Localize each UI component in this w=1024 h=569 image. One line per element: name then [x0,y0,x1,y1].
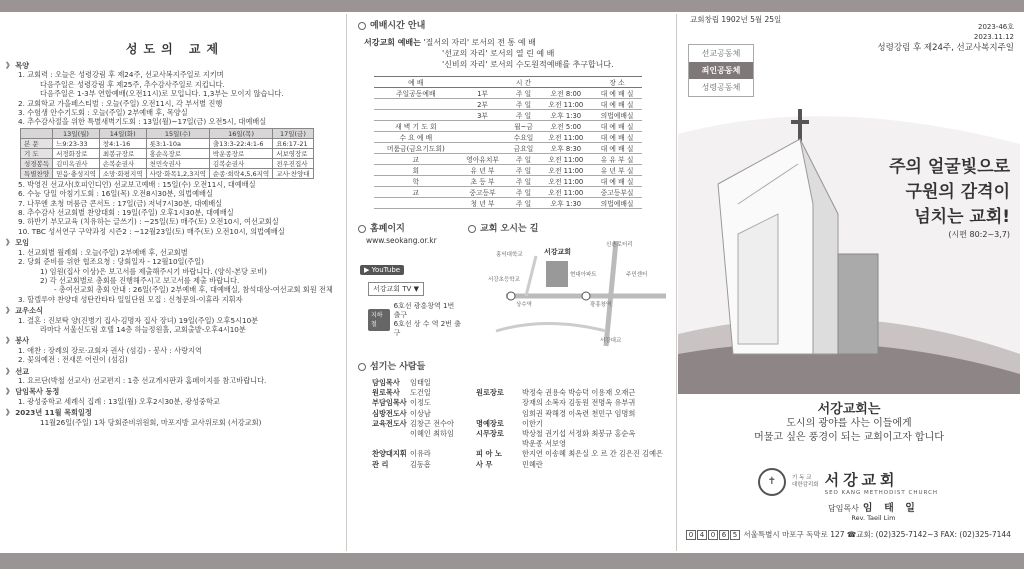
intro-text: '선교의 자리' 로서의 열 린 예 배 [442,49,555,58]
intro-text: '신비의 자리' 로서의 수도원적예배를 추구합니다. [442,60,614,69]
schedule-cell: 주 일 [507,88,539,99]
schedule-header-cell: 시 간 [507,77,539,88]
schedule-cell [458,132,508,143]
news-panel [6,14,344,551]
church-logo [758,468,938,496]
schedule-cell: 대 예 배 실 [592,132,642,143]
intro-bold: 서강교회 예배는 [364,38,421,47]
schedule-cell [458,143,508,154]
homepage-heading: 홈페이지 [358,221,462,234]
staff-name: 이정도 [410,398,431,408]
map-label: 홍익대학교 [496,252,523,258]
transit-line: 6호선 상 수 역 2번 출구 [393,320,461,337]
youtube-logo: ▶ YouTube [360,265,404,275]
pastor-name: 임 태 일 [862,503,919,514]
church-building-icon [546,261,568,287]
table-header-cell: 14일(화) [99,128,146,138]
news-section-group [6,61,344,127]
schedule-cell: 대 예 배 실 [592,176,642,187]
bottom-band [0,553,1024,569]
schedule-cell: 3부 [458,110,508,121]
schedule-row [374,143,642,154]
staff-list [372,378,674,470]
news-item: 3. 수험생 안수기도회 : 오늘(주일) 2부예배 후, 목양실 [18,108,188,118]
schedule-row [374,88,642,99]
staff-role: 피 아 노 [476,449,502,459]
schedule-cell: 수 요 예 배 [374,132,458,143]
schedule-cell [374,198,458,209]
staff-names: 박정숙 권용숙 박승덕 이용재 오재근 [522,388,636,398]
staff-role: 원로장로 [476,388,504,398]
church-vision [678,403,1020,445]
schedule-cell: 대 예 배 실 [592,99,642,110]
bullet-icon [468,225,476,233]
zip-digit: 0 [686,530,696,540]
schedule-cell: 수요일 [507,132,539,143]
church-name-english: SEO KANG METHODIST CHURCH [824,489,939,496]
methodist-emblem-icon: ✝ [758,468,786,496]
fold-divider-left [346,14,347,551]
news-item: 1. 선교회별 월례회 : 오늘(주일) 2부예배 후, 선교회별 [18,247,188,257]
schedule-cell: 오전 11:00 [540,165,593,176]
schedule-cell: 주 일 [507,110,539,121]
news-item: 8. 추수감사 선교회별 찬양대회 : 19일(주일) 오후1시30분, 대예배실 [18,208,234,218]
schedule-cell: 2부 [458,99,508,110]
news-item: 3. 할렐루야 찬양대 성탄칸타타 일일단원 모집 : 신청문의-이휴라 지휘자 [18,294,243,304]
table-header-cell [21,128,53,138]
news-item: 1. 교회력 : 오늘은 성령강림 후 제24주, 선교사복지주일로 지키며 [18,70,224,80]
news-item: - 총여선교회 총회 안내 : 26일(주일) 2부예배 후, 대예배실, 참석대상-여선교회 회원 전체 [54,285,333,295]
section-heading: 》 교우소식 [6,306,344,315]
staff-role: 시무장로 [476,429,504,439]
schedule-cell: 초 등 부 [458,176,508,187]
schedule-cell: 회 [374,165,458,176]
news-item: 7. 나무엔 초청 머룸금 콘서트 : 17일(금) 저녁7시30분, 대예배실 [18,198,223,208]
staff-name: 김동흠 [410,459,431,469]
news-item: 2. 당회 준비를 위한 협조요청 : 당회일자 - 12월10일(주일) [18,257,204,267]
motto [889,152,1010,240]
staff-row [372,378,674,388]
schedule-row [374,121,642,132]
staff-name: 이유라 [410,449,431,459]
schedule-row [374,110,642,121]
section-heading: 》 2023년 11월 목회일정 [6,408,344,417]
map-label: 상수역 [516,302,532,308]
table-cell: 창4:1-16 [99,138,146,148]
intro-line [364,37,674,48]
intro-text: '질서의 자리' 로서의 전 통 예 배 [420,38,536,47]
table-row [21,168,314,178]
table-cell: 서보영장로 [273,148,313,158]
schedule-cell: 영아유치부 [458,154,508,165]
table-cell: 기 도 [21,148,53,158]
news-item: 1) 임원(집사 이상)은 보고서를 제출해주시기 바랍니다. (양식-본당 로비) [40,266,267,276]
news-item: 1. 광성중학교 세례식 집례 : 13일(월) 오후2시30분, 광성중학교 [18,396,220,406]
staff-name: 김창근 전수아 [410,418,454,428]
table-cell: 롯3:1-10a [146,138,209,148]
table-cell: 요6:17-21 [273,138,313,148]
schedule-cell: 머룸금(금요기도회) [374,143,458,154]
table-cell: 교사·찬양대 [273,168,313,178]
issue-number: 2023-46호 [977,23,1014,31]
staff-row [372,398,674,408]
news-item: 1. 요르단(박철 선교사) 선교편지 : 1층 선교게시판과 홈페이지를 참고바랍니다. [18,375,267,385]
table-header-cell: 15일(수) [146,128,209,138]
cover-panel [678,14,1020,551]
schedule-cell: 주일공동예배 [374,88,458,99]
staff-row [372,388,674,398]
schedule-cell [374,99,458,110]
table-cell: 박운종장로 [209,148,272,158]
panel-title: 성도의 교제 [125,42,225,56]
schedule-cell [374,110,458,121]
section-heading: 》 봉사 [6,336,344,345]
table-row [21,158,314,168]
staff-names: 장재의 소복자 김동원 전명옥 유부귀 [522,398,636,408]
staff-names: 임희권 곽해경 이옥련 천민구 임명희 [522,408,636,418]
schedule-cell: 1부 [458,88,508,99]
table-cell: 믿음·충성지역 [53,168,100,178]
motto-line: 넘치는 교회! [914,207,1010,227]
table-cell: 특별찬양 [21,168,53,178]
schedule-cell: 청 년 부 [458,198,508,209]
community-tag-active: 죄인공동체 [689,62,753,79]
section-heading: 》 목양 [6,61,344,70]
schedule-header-cell: 예 배 [374,77,458,88]
staff-row [372,419,674,429]
schedule-row [374,176,642,187]
pastor-label: 담임목사 [828,504,859,513]
motto-line: 주의 얼굴빛으로 [889,157,1010,177]
schedule-cell: 유 년 부 [458,165,508,176]
schedule-cell: 의법예배실 [592,198,642,209]
bullet-icon [358,225,366,233]
news-section-group-2 [6,238,344,427]
schedule-row [374,154,642,165]
map-label: 서강초등학교 [488,277,520,283]
address-text: 서울특별시 마포구 독막로 127 ☎교회: (02)325-7142~3 FAX: (02)325-7144 [743,530,1011,539]
church-name: 서강교회 [824,470,899,489]
schedule-cell: 교 [374,154,458,165]
issue-info [974,22,1014,42]
schedule-cell: 금요일 [507,143,539,154]
schedule-cell: 새 벽 기 도 회 [374,121,458,132]
schedule-cell: 의법예배실 [592,110,642,121]
schedule-cell: 중고등부실 [592,187,642,198]
section-heading: 》 선교 [6,367,344,376]
table-row [21,138,314,148]
staff-names: 박운종 서보영 [522,439,566,449]
worship-heading: 예배시간 안내 [358,18,674,31]
zip-code [686,530,741,539]
directions-heading: 교회 오시는 길 [468,221,672,234]
staff-role: 교육전도사 [372,418,407,428]
table-row [21,148,314,158]
news-item: 10. TBC 성서연구 구약과정 시즌2 : ~12월23일(토) 매주(토) 오전10시, 의법예배실 [18,226,285,236]
staff-role: 관 리 [372,459,389,469]
table-header-cell: 17일(금) [273,128,313,138]
liturgical-season: 성령강림 후 제24주, 선교사복지주일 [877,43,1014,53]
table-cell: 최봉규장로 [99,148,146,158]
vision-line: 서강교회는 [817,402,881,417]
news-item: 다음주일은 1-3부 연합예배(오전11시)로 모입니다. 1,3부는 모이지 않습니다. [40,89,284,99]
youtube-channel-select[interactable]: 서강교회 TV ▼ [368,282,424,296]
schedule-cell: 대 예 배 실 [592,143,642,154]
staff-role: 부담임목사 [372,398,407,408]
pastor-info [828,499,919,522]
schedule-row [374,198,642,209]
staff-heading: 섬기는 사람들 [358,359,674,372]
news-item: 다음주일은 성령강림 후 제25주, 추수감사주일로 지킵니다. [40,79,225,89]
news-item: 라마다 서울신도림 호텔 14층 하늘정원홀, 교회출발-오후4시10분 [40,324,246,334]
vision-line: 머물고 싶은 풍경이 되는 교회이고자 합니다 [754,432,944,443]
map-church-label: 서강교회 [544,248,572,256]
worship-schedule-table [374,76,642,209]
schedule-cell: 오후 1:30 [540,198,593,209]
news-item: 1. 애찬 : 장례의 장로·교회자 권사 (섬김) - 봉사 : 사랑지역 [18,345,202,355]
subway-badge: 지하철 [368,309,390,331]
staff-name: 이혜인 최하임 [410,429,454,439]
top-band [0,0,1024,12]
table-cell: 출13:3-22:4:1-6 [209,138,272,148]
schedule-row [374,165,642,176]
transit-info [368,302,462,338]
schedule-cell: 오전 11:00 [540,187,593,198]
staff-role: 명예장로 [476,418,504,428]
staff-role: 담임목사 [372,378,400,387]
map-label: 광흥창역 [590,302,612,308]
news-items-continued [6,180,344,236]
intro-line [364,48,674,59]
motto-line: 구원의 감격이 [905,182,1010,202]
schedule-cell: 학 [374,176,458,187]
schedule-cell: 교 [374,187,458,198]
staff-row [372,449,674,459]
schedule-cell: 오전 11:00 [540,176,593,187]
schedule-cell: 유 유 부 실 [592,154,642,165]
schedule-cell: 오전 11:00 [540,99,593,110]
news-item: 5. 박영진 선교사(호피인디언) 선교보고예배 : 15일(수) 오전11시, 대예배실 [18,179,256,189]
table-cell: 전우진집사 [273,158,313,168]
table-cell: 손복순권사 [99,158,146,168]
schedule-cell: 주 일 [507,198,539,209]
schedule-header-cell [458,77,508,88]
map-label: 신촌로터리 [606,242,633,248]
info-panel [352,14,674,551]
community-tag: 성령공동체 [701,83,741,92]
schedule-cell: 오전 11:00 [540,132,593,143]
table-cell: 본 문 [21,138,53,148]
schedule-header-cell: 장 소 [592,77,642,88]
table-cell: 성경봉독 [21,158,53,168]
zip-digit: 4 [697,530,707,540]
staff-names: 한지연 이송혜 최은실 오 르 간 김은진 김예은 [522,449,663,459]
staff-role: 원로목사 [372,388,400,398]
schedule-cell: 오전 11:00 [540,154,593,165]
news-item: 2. 꽃의예전 : 전새론 어린이 (섬김) [18,355,128,365]
table-header-cell: 16일(목) [209,128,272,138]
established-date: 교회창립 1902년 5월 25일 [690,15,782,24]
schedule-cell: 유 년 부 실 [592,165,642,176]
zip-digit: 0 [708,530,718,540]
table-header-cell: 13일(월) [53,128,100,138]
fold-divider-right [676,14,677,551]
news-item: 11월26일(주일) 1차 당회준비위원회, 마포지방 교사위로회 (서강교회) [40,417,262,427]
schedule-cell: 주 일 [507,99,539,110]
pastor-name-english: Rev. Taeil Lim [851,514,896,522]
zip-digit: 6 [719,530,729,540]
staff-name: 도건일 [410,388,431,398]
vision-line: 도시의 광야를 사는 이들에게 [786,418,912,429]
table-cell: 김미옥권사 [53,158,100,168]
homepage-link[interactable]: www.seokang.or.kr [366,236,437,245]
address [686,529,1011,540]
staff-names: 박상철 권기섭 서정화 최봉규 홍순옥 [522,429,636,439]
map-label: 현대아파트 [570,272,597,278]
staff-row [372,429,674,439]
news-item: 4. 추수감사절을 위한 특별새벽기도회 : 13일(월)~17일(금) 오전5시, 대예배실 [18,117,267,127]
schedule-cell: 중고등부 [458,187,508,198]
dawn-prayer-table [20,128,314,179]
station-icon [507,292,515,300]
bullet-icon [358,22,366,30]
staff-name: 임태일 [410,378,431,387]
section-heading: 》 모임 [6,238,344,247]
schedule-cell: 오후 8:30 [540,143,593,154]
staff-names: 이한기 [522,418,543,428]
table-cell: 홍순옥장로 [146,148,209,158]
schedule-cell: 주 일 [507,165,539,176]
staff-name: 이상남 [410,408,431,418]
table-cell: 김복순권사 [209,158,272,168]
denomination: 기 독 교 대한감리회 [792,475,819,488]
table-cell: 서정화장로 [53,148,100,158]
worship-intro [364,37,674,70]
staff-names: 민혜란 [522,459,543,469]
news-item: 2) 각 선교회별로 총회를 진행해주시고 보고서를 제출 바랍니다. [40,275,240,285]
map-label: 서강대교 [600,338,622,344]
table-cell: 느9:23-33 [53,138,100,148]
schedule-row [374,99,642,110]
schedule-row [374,187,642,198]
schedule-cell: 오전 8:00 [540,88,593,99]
news-item: 6. 수능 당일 아침기도회 : 16일(목) 오전8시30분, 의법예배실 [18,189,213,199]
section-heading: 》 담임목사 동정 [6,387,344,396]
news-item: 9. 하반기 부모교육 (치유하는 글쓰기) : ~25일(토) 매주(토) 오전10시, 여선교회실 [18,217,279,227]
staff-role: 찬양대지휘 [372,449,407,459]
station-icon [582,292,590,300]
intro-line [364,59,674,70]
map-label: 주민센터 [626,272,648,278]
community-tag: 선교공동체 [701,49,741,58]
schedule-cell: 대 예 배 실 [592,121,642,132]
schedule-cell: 대 예 배 실 [592,88,642,99]
schedule-header-cell [540,77,593,88]
schedule-cell: 오전 5:00 [540,121,593,132]
motto-reference: (시편 80:2~3,7) [948,230,1010,239]
schedule-cell: 주 일 [507,187,539,198]
schedule-row [374,132,642,143]
schedule-cell [458,121,508,132]
news-item: 1. 결혼 : 진보탁 양(진병기 집사-김명자 집사 장녀) 19일(주일) 오후5시10분 [18,315,259,325]
bulletin-date: 2023.11.12 [973,33,1014,41]
staff-row [372,439,674,449]
schedule-cell: 오후 1:30 [540,110,593,121]
schedule-header [374,77,642,88]
schedule-cell: 주 일 [507,176,539,187]
staff-row [372,460,674,470]
staff-role: 심방전도사 [372,408,407,418]
staff-role: 사 무 [476,459,493,469]
schedule-cell: 월~금 [507,121,539,132]
schedule-cell: 주 일 [507,154,539,165]
table-cell: 천민숙권사 [146,158,209,168]
location-map [466,236,671,351]
table-cell: 사랑·화목1,2,3지역 [146,168,209,178]
table-cell: 순종·희락4,5,6지역 [209,168,272,178]
dawn-table-header [21,128,314,138]
table-cell: 소망·화평지역 [99,168,146,178]
bullet-icon [358,363,366,371]
news-item: 2. 교회학교 가을페스티벌 : 오늘(주일) 오전11시, 각 부서별 진행 [18,98,223,108]
transit-line: 6호선 광흥창역 1번 출구 [393,302,455,319]
staff-row [372,409,674,419]
zip-digit: 5 [730,530,740,540]
